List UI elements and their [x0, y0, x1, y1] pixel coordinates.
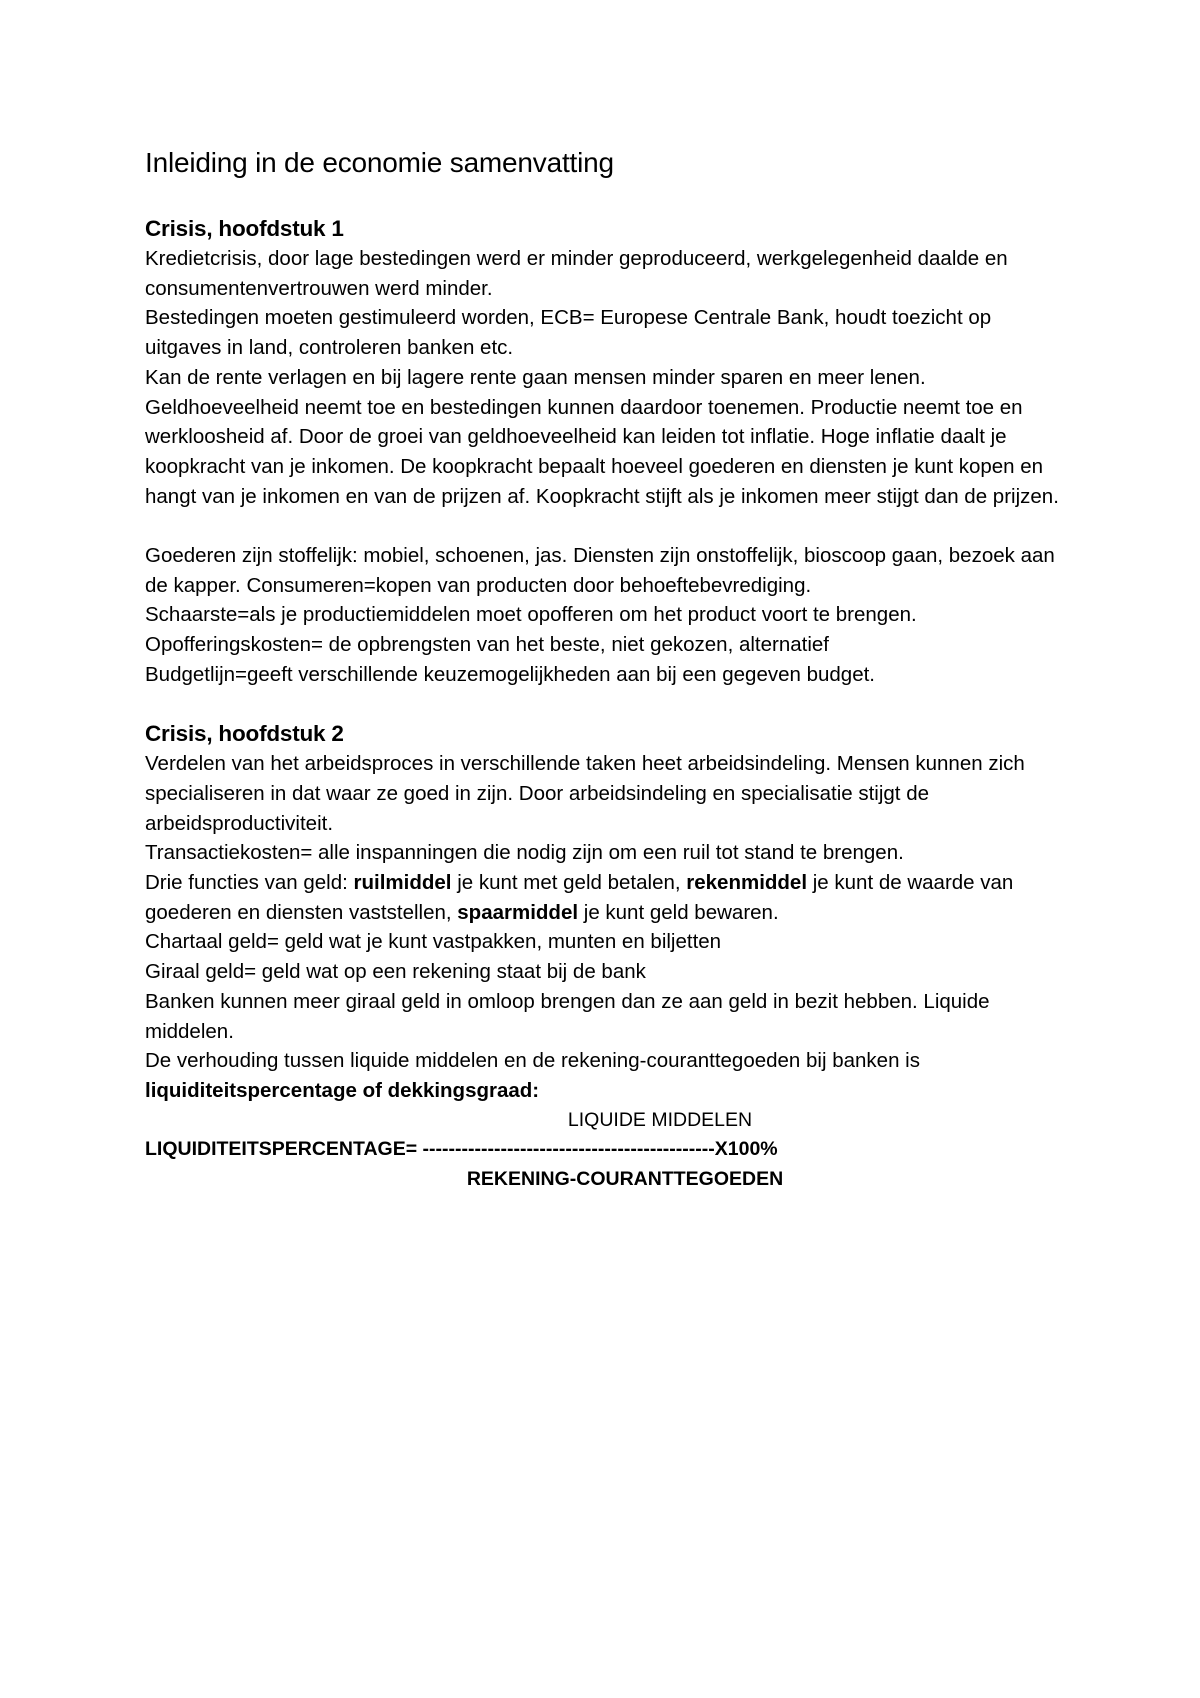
text-run: je kunt geld bewaren. [578, 900, 779, 924]
paragraph-bold-term [145, 1076, 1065, 1106]
paragraph: Budgetlijn=geeft verschillende keuzemogelijkheden aan bij een gegeven budget. [145, 662, 875, 686]
paragraph: Opofferingskosten= de opbrengsten van het beste, niet gekozen, alternatief [145, 633, 829, 657]
document-page [145, 146, 1065, 1195]
paragraph: Giraal geld= geld wat op een rekening staat bij de bank [145, 960, 646, 984]
spacer [145, 690, 1065, 720]
paragraph: Banken kunnen meer giraal geld in omloop brengen dan ze aan geld in bezit hebben. Liquide middelen. [145, 989, 990, 1043]
paragraph: Geldhoeveelheid neemt toe en bestedingen kunnen daardoor toenemen. Productie neemt toe en werkloosheid af. Door de groei van geldhoeveelheid kan leiden tot inflatie. Hoge inflatie daalt je koopkracht van je inkomen. De koopkracht bepaalt hoeveel goederen en diensten je kunt kopen en hangt van je inkomen en van de prijzen af. Koopkracht stijft als je inkomen meer stijgt dan de prijzen. [145, 395, 1059, 508]
paragraph: Verdelen van het arbeidsproces in verschillende taken heet arbeidsindeling. Mensen kunnen zich specialiseren in dat waar ze goed in zijn. Door arbeidsindeling en specialisatie stijgt de arbeidsproductiviteit. [145, 752, 1025, 835]
paragraph: Bestedingen moeten gestimuleerd worden, ECB= Europese Centrale Bank, houdt toezicht op uitgaves in land, controleren banken etc. [145, 306, 992, 360]
paragraph: Kan de rente verlagen en bij lagere rente gaan mensen minder sparen en meer lenen. [145, 365, 926, 389]
paragraph: Schaarste=als je productiemiddelen moet opofferen om het product voort te brengen. [145, 603, 917, 627]
document-title: Inleiding in de economie samenvatting [145, 147, 614, 178]
section-heading-chapter-2: Crisis, hoofdstuk 2 [145, 721, 344, 747]
paragraph-money-functions [145, 868, 1065, 927]
paragraph: De verhouding tussen liquide middelen en de rekening-couranttegoeden bij banken is [145, 1049, 920, 1073]
text-run: Drie functies van geld: [145, 871, 354, 895]
paragraph: Goederen zijn stoffelijk: mobiel, schoenen, jas. Diensten zijn onstoffelijk, bioscoop gaan, bezoek aan de kapper. Consumeren=kopen van producten door behoeftebevrediging. [145, 544, 1055, 597]
paragraph: Chartaal geld= geld wat je kunt vastpakken, munten en biljetten [145, 930, 722, 954]
formula-denominator: REKENING-COURANTTEGOEDEN [466, 1168, 784, 1191]
section-heading-chapter-1: Crisis, hoofdstuk 1 [145, 216, 344, 241]
formula-block [145, 1106, 1065, 1195]
term-rekenmiddel: rekenmiddel [686, 871, 808, 895]
term-spaarmiddel: spaarmiddel [457, 900, 579, 924]
spacer [145, 511, 1065, 541]
formula-fraction-line: LIQUIDITEITSPERCENTAGE= ---------------------------------------------X100% [145, 1138, 778, 1161]
paragraph: Transactiekosten= alle inspanningen die nodig zijn om een ruil tot stand te brengen. [145, 841, 904, 865]
text-run: je kunt met geld betalen, [451, 871, 687, 895]
term-ruilmiddel: ruilmiddel [353, 871, 452, 895]
term-liquiditeitspercentage: liquiditeitspercentage of dekkingsgraad: [145, 1078, 540, 1102]
paragraph: Kredietcrisis, door lage bestedingen werd er minder geproduceerd, werkgelegenheid daalde en consumentenvertrouwen werd minder. [145, 247, 1008, 300]
text-run: je kunt de waarde van goederen en diensten vaststellen, [145, 871, 1014, 924]
formula-numerator: LIQUIDE MIDDELEN [567, 1108, 753, 1131]
